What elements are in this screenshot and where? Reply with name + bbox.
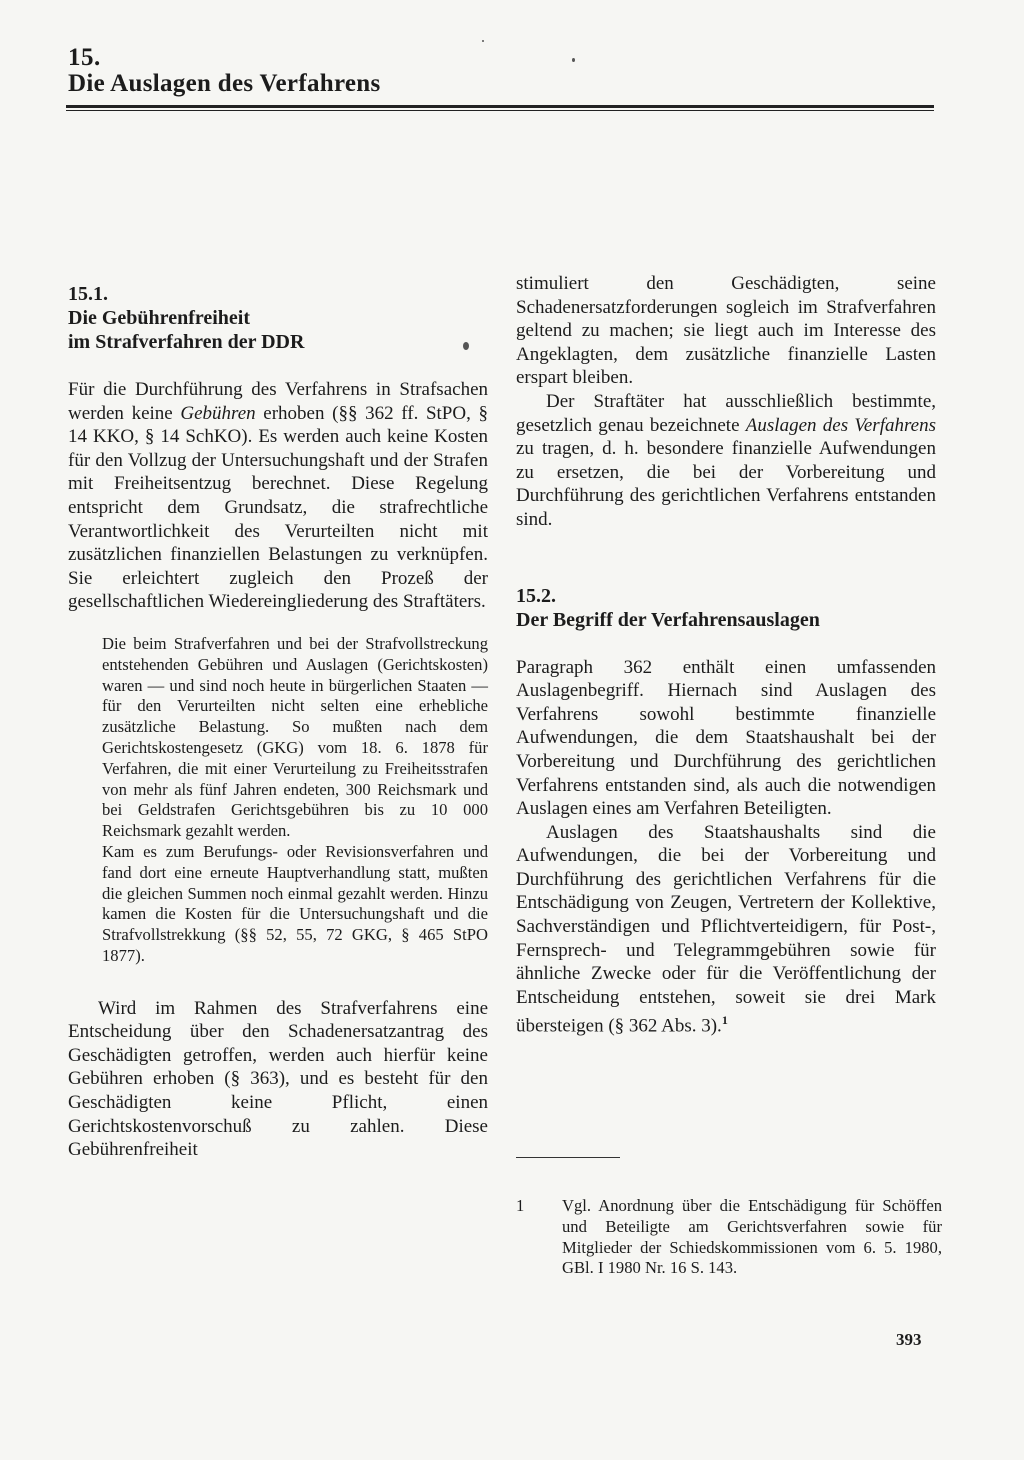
chapter-rule	[66, 105, 934, 111]
footnote-number: 1	[516, 1196, 525, 1215]
historical-note-paragraph-1: Die beim Strafverfahren und bei der Strafvollstreckung entstehenden Gebühren und Auslagen (Gerichtskosten) waren — und sind noch heute in bürgerlichen Staaten — für den Verurteilten nicht selten eine erhebliche zusätzliche Belastung. So mußten nach dem Gerichtskostengesetz (GKG) vom 18. 6. 1878 für Verfahren, die mit einer Verurteilung zu Freiheitsstrafen von mehr als fünf Jahren endeten, 300 Reichsmark und bei Geldstrafen Gerichtsgebühren bis zu 10 000 Reichsmark gezahlt werden.	[102, 633, 488, 841]
chapter-number: 15.	[68, 44, 101, 71]
section-15-1-title-line1: Die Gebührenfreiheit	[68, 307, 251, 329]
footnote-reference: 1	[721, 1013, 728, 1028]
right-column	[516, 272, 936, 1038]
section-15-1-continuation: stimuliert den Geschädigten, seine Schadenersatzforderungen sogleich im Strafverfahren geltend zu machen; sie liegt auch im Interesse des Angeklagten, dem zusätzliche finanzielle Lasten erspart bleiben.	[516, 273, 936, 389]
left-column	[68, 282, 488, 1162]
page-number: 393	[896, 1330, 922, 1349]
para3-text-b: zu tragen, d. h. besondere finanzielle Aufwendungen zu ersetzen, die bei der Vorbereitung und Durchführung des gerichtlichen Verfahrens entstanden sind.	[516, 438, 936, 530]
section-15-2-paragraph-2-text: Auslagen des Staatshaushalts sind die Aufwendungen, die bei der Vorbereitung und Durchführung des gerichtlichen Verfahrens für die Entschädigung von Zeugen, Vertretern der Kollektive, Sachverständigen und Pflichtverteidigern, für Post-, Fernsprech- und Telegrammgebühren sowie für ähnliche Zwecke oder für die Veröffentlichung der Entscheidung entstehen, soweit sie drei Mark übersteigen (§ 362 Abs. 3).	[516, 821, 936, 1037]
scan-speck	[572, 58, 575, 62]
para3-emphasis: Auslagen des Verfahrens	[745, 414, 936, 436]
para1-emphasis: Gebühren	[180, 402, 256, 424]
para1-text-b: erhoben (§§ 362 ff. StPO, § 14 KKO, § 14 SchKO). Es werden auch keine Kosten für den Vollzug der Untersuchungshaft und der Strafen mit Freiheitsentzug berechnet. Diese Regelung entspricht dem Grundsatz, die strafrechtliche Verantwortlichkeit des Verurteilten nicht mit zusätzlichen finanziellen Belastungen zu verknüpfen. Sie erleichtert zugleich den Prozeß der gesellschaftlichen Wiedereingliederung des Straftäters.	[68, 402, 488, 613]
section-15-1-paragraph-3	[516, 390, 936, 532]
section-15-1-paragraph-2: Wird im Rahmen des Strafverfahrens eine Entscheidung über den Schadenersatzantrag des Geschädigten getroffen, werden auch hierfür keine Gebühren erhoben (§ 363), und es besteht für den Geschädigten keine Pflicht, einen Gerichtskostenvorschuß zu zahlen. Diese Gebührenfreiheit	[68, 997, 488, 1161]
section-15-1-title-line2: im Strafverfahren der DDR	[68, 331, 305, 353]
footnote	[516, 1196, 942, 1279]
section-15-1-number: 15.1.	[68, 283, 108, 305]
para3-text-a: Der Straftäter hat ausschließlich bestimmte, gesetzlich genau bezeichnete	[516, 390, 936, 436]
section-15-2-number: 15.2.	[516, 584, 556, 607]
scan-speck	[482, 40, 484, 42]
section-15-1-paragraph-1	[68, 378, 488, 614]
footnote-rule	[516, 1157, 620, 1158]
historical-note-paragraph-2: Kam es zum Berufungs- oder Revisionsverfahren und fand dort eine erneute Hauptverhandlung statt, mußten die gleichen Summen noch einmal gezahlt werden. Hinzu kamen die Kosten für die Untersuchungshaft und die Strafvollstrekkung (§§ 52, 55, 72 GKG, § 465 StPO 1877).	[102, 841, 488, 965]
section-15-2-paragraph-2	[516, 821, 936, 1039]
section-15-2-paragraph-1: Paragraph 362 enthält einen umfassenden Auslagenbegriff. Hiernach sind Auslagen des Verfahrens sowohl bestimmte finanzielle Aufwendungen, die dem Staatshaushalt bei der Vorbereitung und Durchführung des gerichtlichen Verfahrens entstanden sind, als auch die notwendigen Auslagen eines am Verfahren Beteiligten.	[516, 656, 936, 820]
footnote-text: Vgl. Anordnung über die Entschädigung für Schöffen und Beteiligte am Gerichtsverfahren sowie für Mitglieder der Schiedskommissionen vom 6. 5. 1980, GBl. I 1980 Nr. 16 S. 143.	[562, 1196, 942, 1278]
historical-note	[102, 634, 488, 967]
para1-text-a: Für die Durchführung des Verfahrens in Strafsachen werden keine	[68, 379, 488, 424]
section-15-2-title: Der Begriff der Verfahrensauslagen	[516, 608, 820, 631]
chapter-title: Die Auslagen des Verfahrens	[68, 70, 381, 97]
scan-speck	[463, 342, 469, 350]
